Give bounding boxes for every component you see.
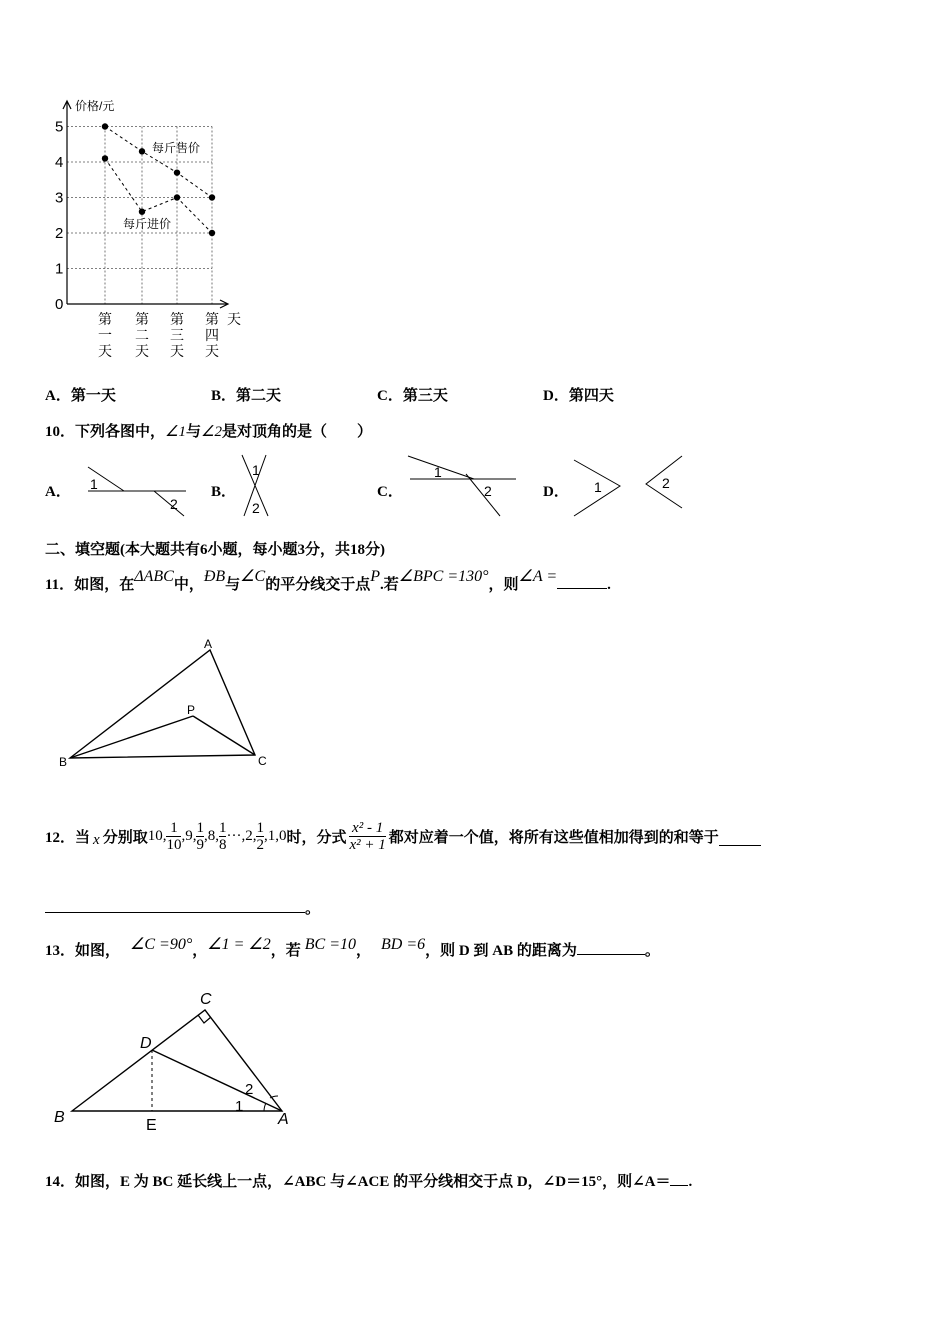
- q12-p2: 分别取: [102, 829, 148, 846]
- q12-comma: ,: [252, 827, 257, 844]
- q12-comma: ,: [192, 827, 197, 844]
- q11-label-c: C: [258, 754, 267, 768]
- q10c-line-3: [466, 474, 500, 516]
- q14-stem: [45, 1170, 692, 1191]
- q11-label-a: A: [204, 637, 213, 651]
- series-label-sell: 每斤售价: [152, 141, 201, 155]
- q10-angle-2: ∠2: [201, 424, 222, 440]
- q12-answer-blank-2[interactable]: [45, 898, 305, 913]
- q9-option-d-letter: D．: [543, 388, 569, 404]
- q10-option-d-label[interactable]: D．: [543, 484, 569, 500]
- q13-label-2: 2: [245, 1081, 254, 1098]
- q9-option-b[interactable]: [211, 384, 281, 405]
- q11-label-p: P: [187, 703, 196, 717]
- point-sell-4: [209, 194, 215, 200]
- q11-p6: ，则: [488, 577, 519, 593]
- q11-p2: 中，: [173, 577, 204, 593]
- q9-option-d-text: 第四天: [568, 388, 614, 404]
- y-tick-label-5: 5: [55, 118, 64, 136]
- q12-frac-3-num: 1: [218, 819, 227, 836]
- q12-comma: ,: [162, 827, 167, 844]
- q12-frac-3-den: 8: [218, 836, 227, 853]
- x-axis-label: 天: [227, 311, 241, 327]
- q13-m4: BD =6: [381, 936, 426, 953]
- q10c-label-1: 1: [434, 464, 442, 480]
- x-tick-label-1: 第一天: [98, 311, 112, 359]
- q12-frac-numerator: x² - 1: [352, 819, 384, 836]
- q11-triangle-figure: [55, 634, 275, 774]
- q9-option-c[interactable]: [377, 384, 448, 405]
- q13-m3: BC =10: [304, 936, 357, 953]
- q12-frac-1-9: [196, 820, 204, 853]
- q10a-label-1: 1: [90, 476, 98, 492]
- q12-comma: ,: [241, 827, 246, 844]
- q11-segment-cp: [193, 716, 255, 755]
- q12-frac-2-den: 9: [196, 836, 204, 853]
- q10-option-b-label[interactable]: B．: [211, 484, 237, 500]
- q11-p3: 与: [225, 577, 241, 593]
- q10a-label-2: 2: [170, 496, 178, 512]
- q11-stem: [45, 570, 611, 600]
- price-line-chart: [45, 92, 255, 367]
- q12-frac-2-num: 1: [196, 819, 204, 836]
- y-tick-label-1: 1: [55, 260, 64, 278]
- q13-number: 13．: [45, 943, 76, 959]
- x-tick-label-3: 第三天: [170, 311, 184, 359]
- point-buy-4: [209, 230, 215, 236]
- q12-frac-denominator: x² + 1: [349, 836, 386, 853]
- q9-option-c-letter: C．: [377, 388, 403, 404]
- q12-var-x: x: [93, 831, 100, 848]
- q12-frac-1-den: 10: [166, 836, 182, 853]
- q9-option-c-text: 第三天: [402, 388, 448, 404]
- q12-frac-1-num: 1: [170, 819, 178, 836]
- series-label-buy: 每斤进价: [123, 217, 172, 231]
- chart-text: [55, 98, 241, 359]
- point-sell-1: [102, 123, 108, 129]
- point-sell-3: [174, 169, 180, 175]
- q12-comma: ,: [181, 827, 186, 844]
- q13-p3: ，则 D 到 AB 的距离为: [425, 943, 577, 959]
- q10-figure-c: [404, 452, 520, 518]
- q10-stem: [45, 420, 372, 441]
- q10-number: 10．: [45, 424, 76, 440]
- q13-p2: ，若: [270, 943, 301, 959]
- q12-frac-1-8: [219, 820, 227, 853]
- q12-v1: 1: [267, 827, 276, 844]
- q12-frac-1-2: [256, 820, 264, 853]
- q11-p4: 的平分线交于点: [265, 577, 371, 593]
- q11-m1: ΔABC: [134, 568, 174, 585]
- q13-label-d: D: [140, 1035, 152, 1052]
- q12-stem: [45, 810, 761, 862]
- q9-option-b-text: 第二天: [236, 388, 282, 404]
- q11-p1: 如图，在: [74, 577, 135, 593]
- q12-comma: ,: [263, 827, 268, 844]
- q12-v10: 10: [147, 827, 163, 844]
- q14-number: 14．: [45, 1174, 76, 1190]
- q13-segment-ad: [152, 1050, 282, 1111]
- q13-m1: ∠C =90°: [130, 936, 193, 953]
- q12-frac-4-den: 2: [256, 836, 264, 853]
- q12-answer-blank-1[interactable]: [719, 827, 761, 846]
- y-tick-label-4: 4: [55, 154, 64, 171]
- chart-axes: [63, 101, 228, 308]
- q13-angle-arc-1: [264, 1103, 266, 1111]
- q10b-label-1: 1: [252, 462, 260, 478]
- q9-option-a-letter: A．: [45, 388, 71, 404]
- q11-m5: ∠BPC =130°: [398, 568, 489, 585]
- q10b-label-2: 2: [252, 500, 260, 516]
- q13-label-1: 1: [235, 1098, 244, 1115]
- q10-figure-b: [238, 453, 278, 519]
- q13-answer-blank[interactable]: [577, 954, 645, 955]
- q10d-label-2: 2: [662, 475, 670, 491]
- q11-answer-blank[interactable]: [557, 588, 607, 589]
- q11-m2: ÐB: [203, 568, 226, 585]
- q12-p1: 当: [75, 829, 91, 846]
- q10-option-c-label[interactable]: C．: [377, 484, 403, 500]
- q9-option-a-text: 第一天: [70, 388, 116, 404]
- q12-v0: 0: [278, 827, 287, 844]
- q12-comma: ,: [275, 827, 279, 844]
- q11-p7: .: [607, 577, 611, 593]
- q11-label-b: B: [59, 755, 68, 769]
- x-tick-label-4: 第四天: [205, 311, 219, 359]
- q12-end: 。: [305, 901, 321, 917]
- q9-option-b-letter: B．: [211, 388, 237, 404]
- q10-stem-a: 下列各图中，: [75, 424, 166, 440]
- q14-answer-blank[interactable]: [670, 1185, 688, 1186]
- q13-sep-2: ，: [356, 943, 372, 959]
- q12-frac-1-10: [166, 820, 181, 853]
- q13-label-b: B: [54, 1109, 65, 1126]
- q14-end: .: [688, 1174, 693, 1190]
- q12-v2: 2: [245, 827, 253, 844]
- y-axis-label: 价格/元: [75, 99, 115, 113]
- q12-p4: 都对应着一个值，将所有这些值相加得到的和等于: [388, 829, 719, 846]
- q11-p5: .若: [379, 577, 399, 593]
- y-tick-label-2: 2: [55, 225, 64, 242]
- q9-option-a[interactable]: [45, 384, 116, 405]
- q13-label-e: E: [146, 1117, 157, 1134]
- q12-continuation: [45, 897, 320, 918]
- section-2-title: 二、填空题(本大题共有6小题，每小题3分，共18分): [45, 542, 385, 558]
- q12-v9: 9: [185, 827, 193, 844]
- q12-fraction-expression: [349, 820, 385, 853]
- q12-number: 12．: [45, 829, 76, 846]
- q12-p3: 时，分式: [286, 829, 347, 846]
- q12-frac-4-num: 1: [256, 819, 264, 836]
- q10-mid: 与: [185, 424, 201, 440]
- q12-comma: ,: [203, 827, 208, 844]
- point-buy-2: [139, 209, 145, 215]
- q12-ellipsis: ···: [226, 827, 242, 844]
- y-tick-label-0: 0: [55, 296, 64, 313]
- q11-number: 11．: [45, 577, 75, 593]
- q11-triangle-abc: [70, 650, 255, 758]
- q10-figure-d: [570, 452, 690, 520]
- q13-triangle-figure: [50, 988, 300, 1136]
- point-sell-2: [139, 148, 145, 154]
- q12-comma: ,: [215, 827, 219, 844]
- q10-stem-b: 是对顶角的是（ ）: [221, 424, 372, 440]
- point-buy-1: [102, 155, 108, 161]
- q13-p1: 如图，: [75, 943, 121, 959]
- q11-m6: ∠A =: [518, 568, 558, 585]
- q13-end: 。: [644, 943, 660, 959]
- q9-option-d[interactable]: [543, 384, 614, 405]
- q10a-line-3: [154, 491, 184, 516]
- q13-stem: [45, 938, 660, 964]
- q12-values: [148, 820, 287, 853]
- q13-label-c: C: [200, 991, 212, 1008]
- q10d-label-1: 1: [594, 479, 602, 495]
- q12-v8: 8: [207, 827, 216, 844]
- q11-m3: ∠C: [240, 568, 266, 585]
- q14-text: 如图，E 为 BC 延长线上一点，∠ABC 与∠ACE 的平分线相交于点 D，∠D＝15°，则∠A＝: [75, 1174, 671, 1190]
- y-tick-label-3: 3: [55, 189, 64, 207]
- q13-m2: ∠1 = ∠2: [207, 936, 271, 953]
- q13-label-a: A: [278, 1111, 289, 1128]
- point-buy-3: [174, 194, 180, 200]
- x-tick-label-2: 第二天: [135, 311, 149, 359]
- q10c-label-2: 2: [484, 483, 492, 499]
- q11-segment-bp: [70, 716, 193, 758]
- q10-figure-a: [80, 462, 192, 520]
- q10-option-a-label[interactable]: A．: [45, 484, 71, 500]
- q10-angle-1: ∠1: [165, 424, 186, 440]
- q13-sep-1: ，: [192, 943, 208, 959]
- q11-m4: P: [370, 568, 380, 585]
